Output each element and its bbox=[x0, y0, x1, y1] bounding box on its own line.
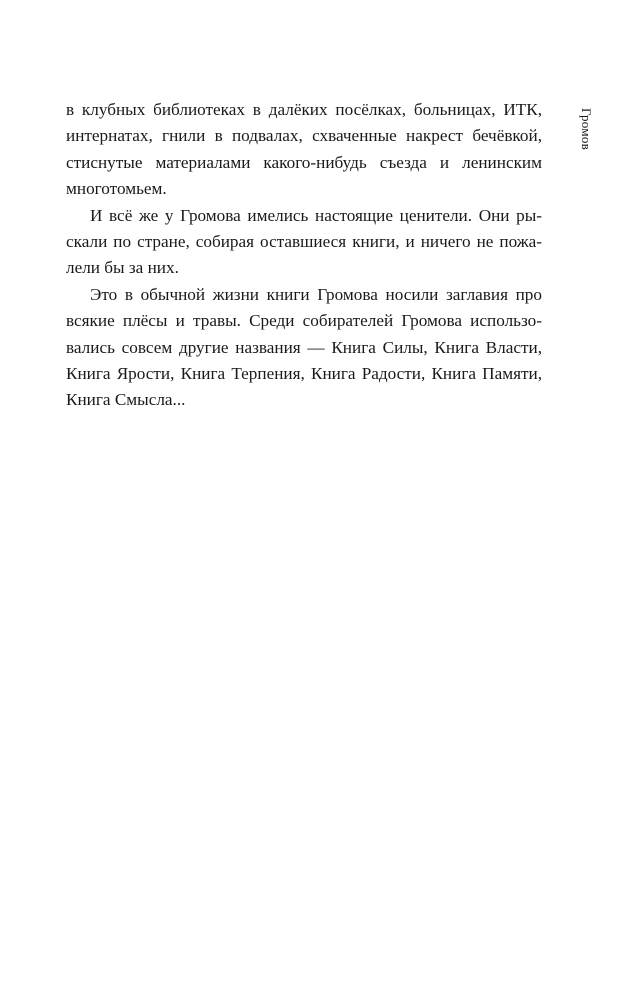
text-line: вались совсем другие названия — Книга Силы, Книга Власти, bbox=[66, 337, 542, 357]
text-line: лели бы за них. bbox=[66, 258, 179, 278]
text-line: стиснутые материалами какого-нибудь съезда и ленинским bbox=[66, 152, 542, 172]
paragraph-3 bbox=[66, 282, 542, 414]
paragraph-2 bbox=[66, 203, 542, 282]
paragraph-1 bbox=[66, 97, 542, 203]
text-line: интернатах, гнили в подвалах, схваченные накрест бечёвкой, bbox=[66, 126, 542, 146]
text-line: Это в обычной жизни книги Громова носили заглавия про bbox=[90, 284, 542, 304]
running-head: Громов bbox=[579, 108, 594, 151]
body-text bbox=[66, 97, 542, 414]
text-line: Книга Смысла... bbox=[66, 390, 186, 410]
text-line: в клубных библиотеках в далёких посёлках, больницах, ИТК, bbox=[66, 100, 542, 119]
text-line: скали по стране, собирая оставшиеся книги, и ничего не пожа- bbox=[66, 232, 542, 252]
text-line: Книга Ярости, Книга Терпения, Книга Радости, Книга Памяти, bbox=[66, 364, 542, 384]
text-line: И всё же у Громова имелись настоящие ценители. Они ры- bbox=[90, 205, 542, 225]
text-line: всякие плёсы и травы. Среди собирателей Громова использо- bbox=[66, 311, 542, 331]
text-line: многотомьем. bbox=[66, 179, 167, 199]
